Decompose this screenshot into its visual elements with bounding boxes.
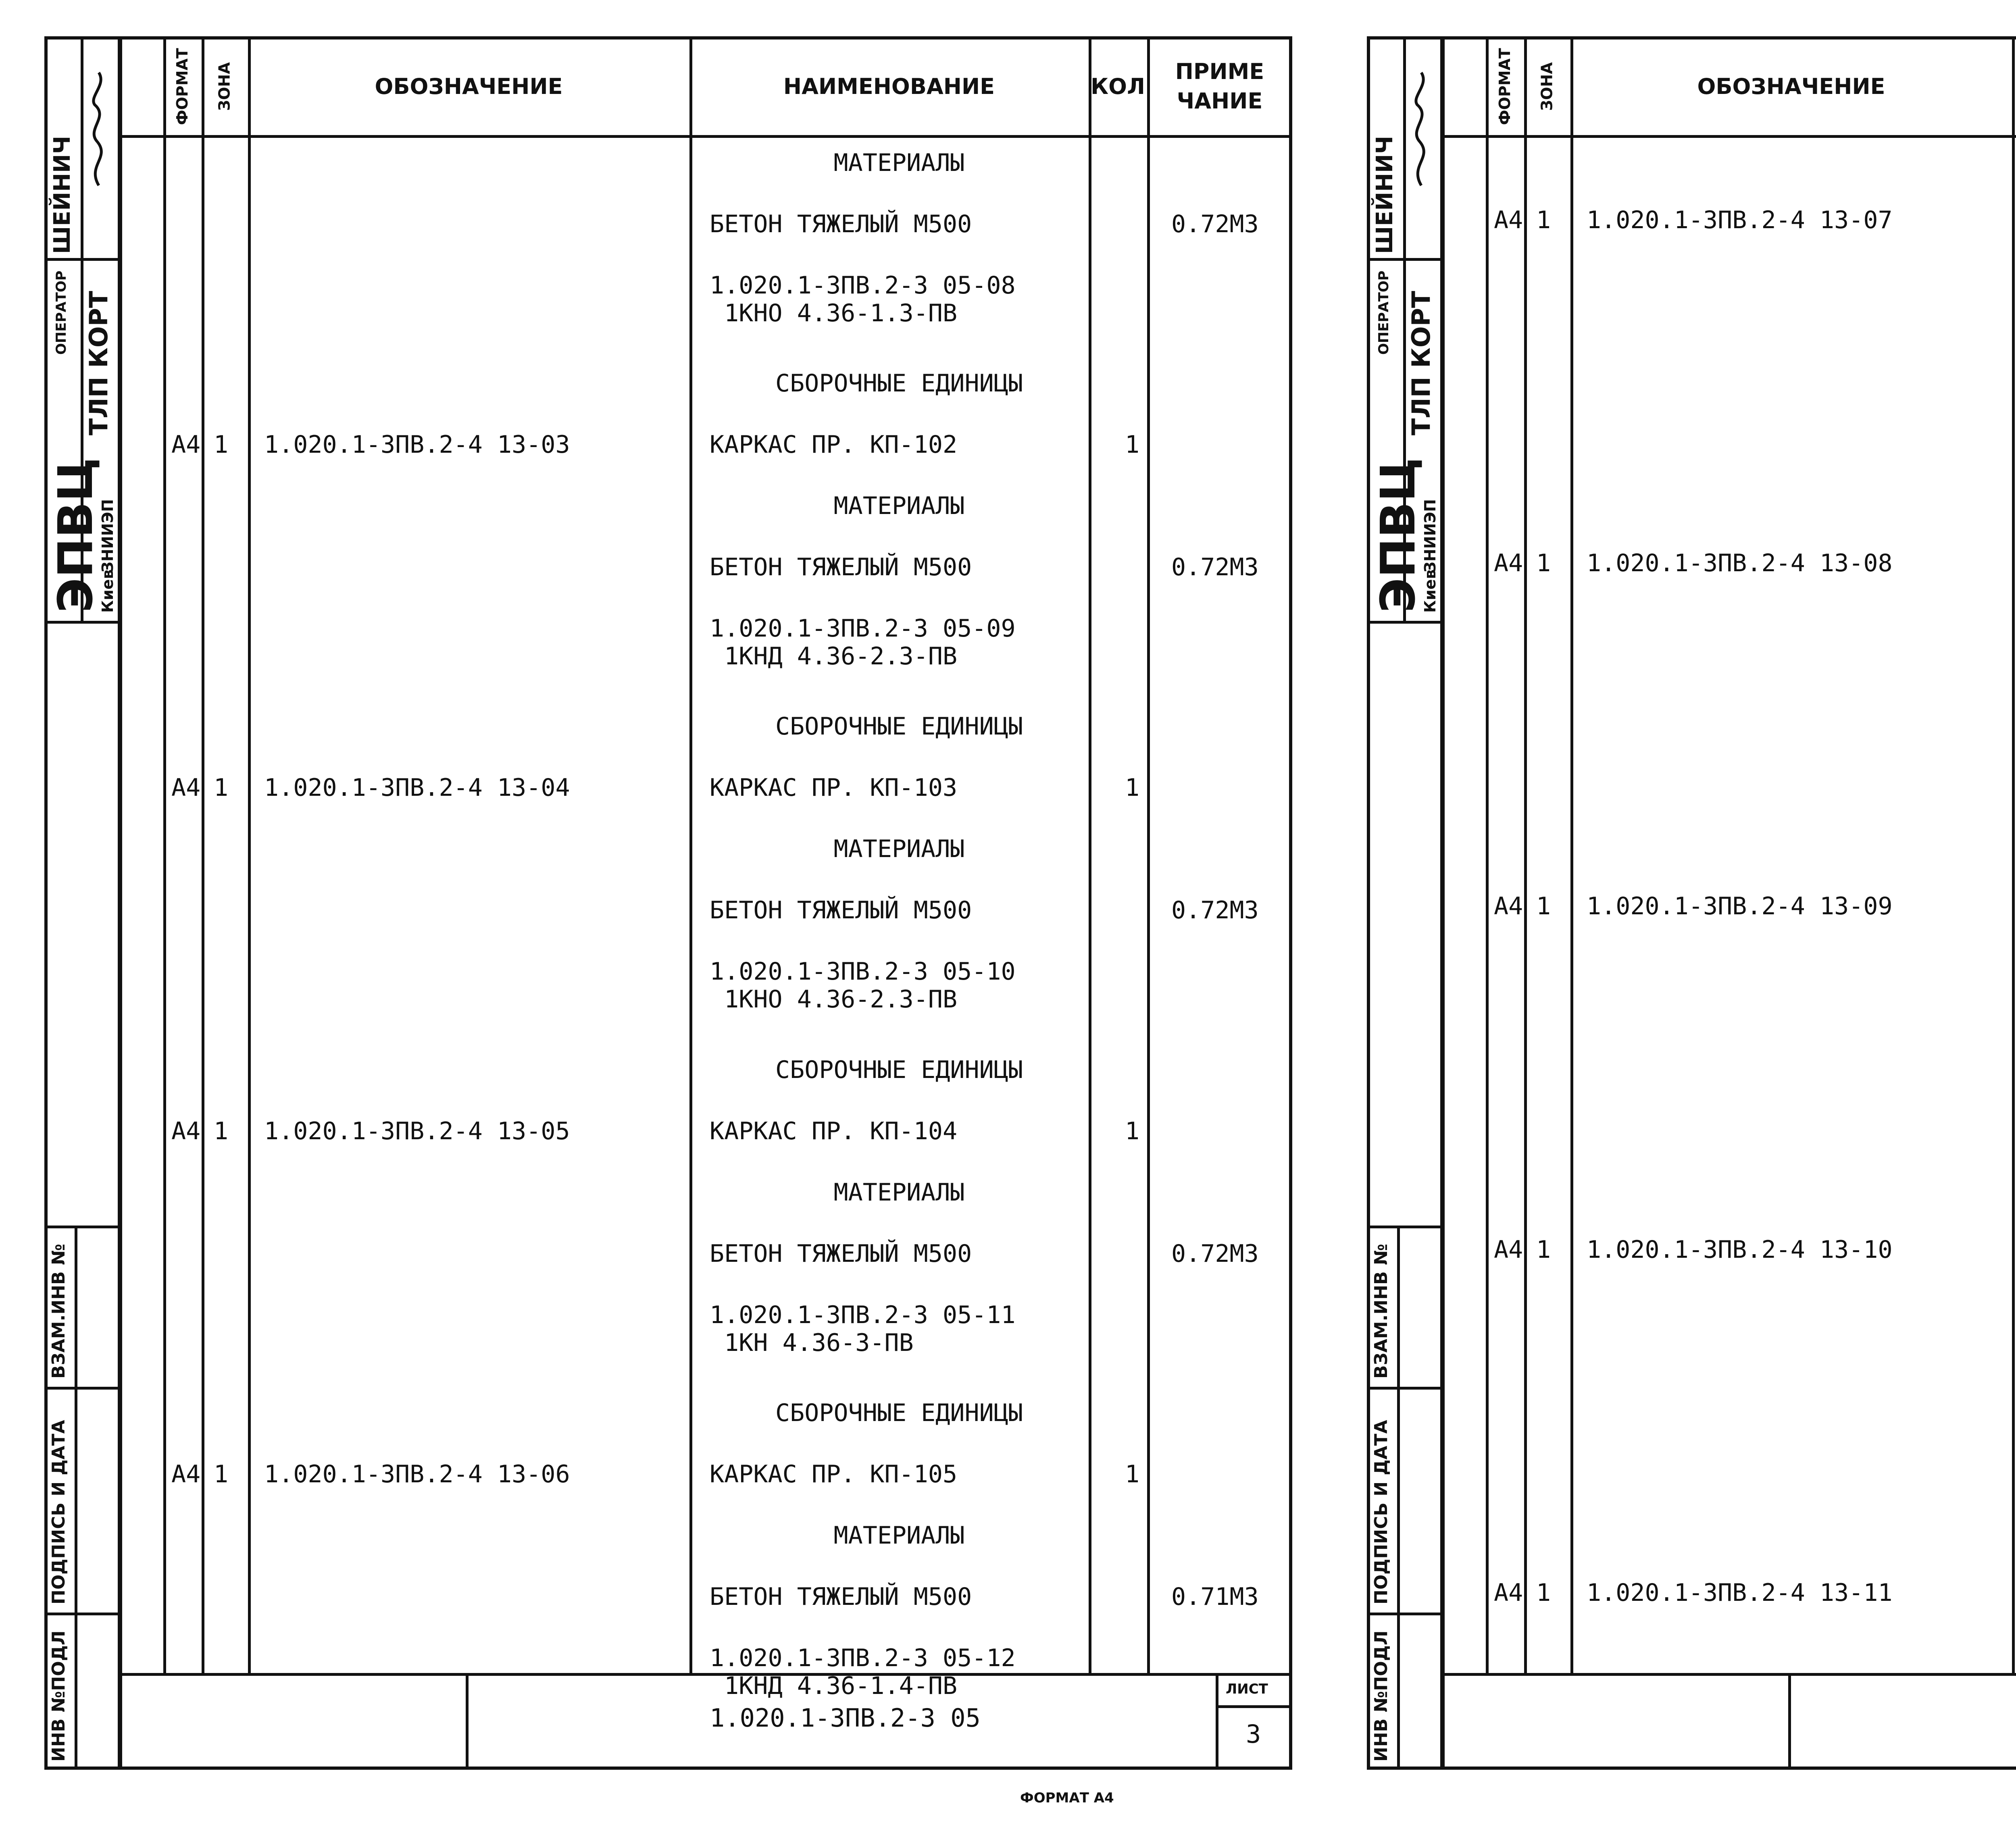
field-vzam: ВЗАМ.ИНВ №	[1371, 1244, 1391, 1379]
row-name: СБОРОЧНЫЕ ЕДИНИЦЫ	[775, 712, 1023, 741]
row-designation: 1.020.1-3ПВ.2-4 13-05	[264, 1117, 570, 1145]
stamp-person: ШЕЙНИЧ	[49, 135, 75, 254]
header-zone: ЗОНА	[1538, 62, 1556, 111]
row-name: МАТЕРИАЛЫ	[833, 492, 965, 520]
row-name: 1.020.1-3ПВ.2-3 05-08 1КНО 4.36-1.3-ПВ	[710, 271, 1016, 327]
footer-format: ФОРМАТ А4	[1020, 1790, 1114, 1806]
row-name: СБОРОЧНЫЕ ЕДИНИЦЫ	[775, 1398, 1023, 1427]
header-designation: ОБОЗНАЧЕНИЕ	[1697, 73, 1885, 99]
row-name: БЕТОН ТЯЖЕЛЫЙ М500	[710, 210, 972, 238]
row-note: 0.72М3	[1171, 1239, 1259, 1268]
header-qty: КОЛ	[1091, 73, 1145, 99]
field-podpis: ПОДПИСЬ И ДАТА	[48, 1420, 69, 1604]
row-name: КАРКАС ПР. КП-105	[710, 1460, 958, 1488]
row-qty: 1	[1125, 1460, 1140, 1488]
title-block-code: 1.020.1-3ПВ.2-3 05	[710, 1703, 981, 1733]
row-name: БЕТОН ТЯЖЕЛЫЙ М500	[710, 1582, 972, 1611]
stamp-institute: ЗНИИЭП	[1421, 499, 1439, 572]
stamp-city: Киев	[99, 569, 117, 613]
row-note: 0.72М3	[1171, 896, 1259, 925]
row-name: КАРКАС ПР. КП-102	[710, 431, 958, 459]
row-name: КАРКАС ПР. КП-103	[710, 774, 958, 802]
field-vzam: ВЗАМ.ИНВ №	[48, 1244, 69, 1379]
table-frame	[119, 36, 1292, 1770]
signature-mark	[83, 69, 115, 189]
signature-mark	[1405, 69, 1437, 189]
row-note: 0.71М3	[1171, 1582, 1259, 1611]
stamp-operator-label: ОПЕРАТОР	[1376, 271, 1392, 355]
row-qty: 1	[1125, 431, 1140, 459]
row-format: А4	[1494, 1235, 1523, 1264]
field-inv: ИНВ №ПОДЛ	[1371, 1630, 1391, 1762]
row-name: МАТЕРИАЛЫ	[833, 1178, 965, 1207]
row-pos: 1	[1536, 1578, 1551, 1607]
row-qty: 1	[1125, 1117, 1140, 1145]
row-format: А4	[1494, 206, 1523, 234]
header-name	[2012, 38, 2016, 135]
row-designation: 1.020.1-3ПВ.2-4 13-08	[1587, 549, 1893, 578]
row-pos: 1	[1536, 206, 1551, 234]
header-zone: ЗОНА	[215, 62, 233, 111]
row-pos: 1	[1536, 549, 1551, 578]
row-name: 1.020.1-3ПВ.2-3 05-12 1КНД 4.36-1.4-ПВ	[710, 1644, 1016, 1700]
header-designation: ОБОЗНАЧЕНИЕ	[375, 73, 563, 99]
row-name: БЕТОН ТЯЖЕЛЫЙ М500	[710, 1239, 972, 1268]
row-pos: 1	[1536, 892, 1551, 921]
row-pos: 1	[214, 431, 229, 459]
row-designation: 1.020.1-3ПВ.2-4 13-07	[1587, 206, 1893, 234]
header-format: ФОРМАТ	[173, 48, 191, 125]
row-name: СБОРОЧНЫЕ ЕДИНИЦЫ	[775, 369, 1023, 398]
row-name: МАТЕРИАЛЫ	[833, 835, 965, 864]
field-podpis: ПОДПИСЬ И ДАТА	[1371, 1420, 1391, 1604]
header-note: ПРИМЕ ЧАНИЕ	[1175, 59, 1264, 114]
row-name: БЕТОН ТЯЖЕЛЫЙ М500	[710, 896, 972, 925]
row-designation: 1.020.1-3ПВ.2-4 13-09	[1587, 892, 1893, 921]
row-format: А4	[1494, 1578, 1523, 1607]
row-designation: 1.020.1-3ПВ.2-4 13-10	[1587, 1235, 1893, 1264]
row-format: А4	[1494, 549, 1523, 578]
stamp-city: Киев	[1421, 569, 1439, 613]
row-name: МАТЕРИАЛЫ	[833, 1521, 965, 1550]
spec-sheet-right	[1322, 0, 2016, 1829]
stamp-operator-label: ОПЕРАТОР	[53, 271, 69, 355]
row-pos: 1	[1536, 1235, 1551, 1264]
row-format: А4	[171, 774, 201, 802]
row-designation: 1.020.1-3ПВ.2-4 13-03	[264, 431, 570, 459]
title-block-sheet-label: ЛИСТ	[1226, 1681, 1268, 1697]
row-name: 1.020.1-3ПВ.2-3 05-10 1КНО 4.36-2.3-ПВ	[710, 957, 1016, 1014]
row-format: А4	[171, 1117, 201, 1145]
row-qty: 1	[1125, 774, 1140, 802]
stamp-org: ЭПВЦ	[48, 458, 103, 613]
stamp-dept: ТЛП КОРТ	[84, 291, 113, 435]
row-name: БЕТОН ТЯЖЕЛЫЙ М500	[710, 553, 972, 582]
stamp-institute: ЗНИИЭП	[99, 499, 117, 572]
row-name: КАРКАС ПР. КП-104	[710, 1117, 958, 1145]
row-pos: 1	[214, 1117, 229, 1145]
row-name: СБОРОЧНЫЕ ЕДИНИЦЫ	[775, 1055, 1023, 1084]
row-note: 0.72М3	[1171, 553, 1259, 582]
row-note: 0.72М3	[1171, 210, 1259, 238]
row-pos: 1	[214, 774, 229, 802]
row-pos: 1	[214, 1460, 229, 1488]
field-inv: ИНВ №ПОДЛ	[48, 1630, 69, 1762]
row-name: 1.020.1-3ПВ.2-3 05-09 1КНД 4.36-2.3-ПВ	[710, 614, 1016, 671]
row-format: А4	[171, 1460, 201, 1488]
row-format: А4	[171, 431, 201, 459]
row-designation: 1.020.1-3ПВ.2-4 13-11	[1587, 1578, 1893, 1607]
header-format: ФОРМАТ	[1495, 48, 1514, 125]
stamp-dept: ТЛП КОРТ	[1406, 291, 1436, 435]
row-format: А4	[1494, 892, 1523, 921]
title-block-sheet-number: 3	[1246, 1719, 1261, 1749]
row-name: 1.020.1-3ПВ.2-3 05-11 1КН 4.36-3-ПВ	[710, 1300, 1016, 1357]
row-designation: 1.020.1-3ПВ.2-4 13-06	[264, 1460, 570, 1488]
stamp-person: ШЕЙНИЧ	[1372, 135, 1398, 254]
row-designation: 1.020.1-3ПВ.2-4 13-04	[264, 774, 570, 802]
header-name: НАИМЕНОВАНИЕ	[783, 73, 995, 99]
stamp-org: ЭПВЦ	[1370, 458, 1426, 613]
row-name: МАТЕРИАЛЫ	[833, 149, 965, 177]
